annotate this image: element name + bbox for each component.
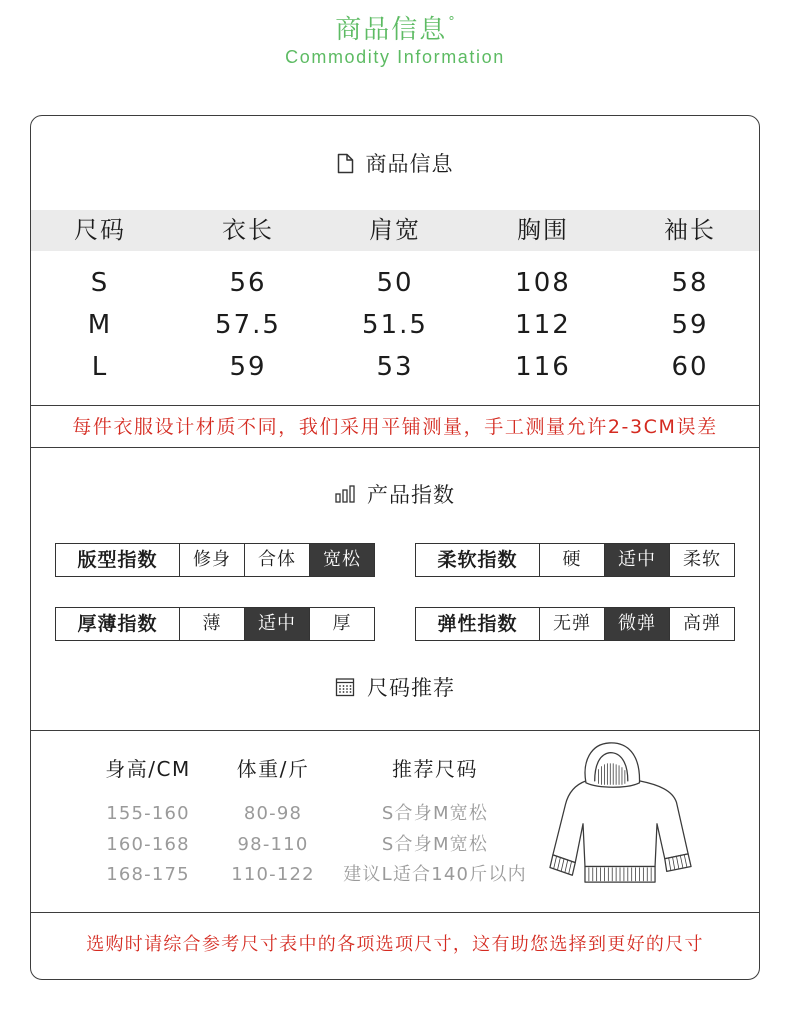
product-index-heading	[31, 479, 759, 509]
measurement-notice: 每件衣服设计材质不同，我们采用平铺测量，手工测量允许2-3CM误差	[72, 416, 718, 438]
shoulder-cell: 50	[376, 268, 414, 298]
length-cell: 57.5	[215, 310, 281, 340]
sleeve-cell: 58	[671, 268, 709, 298]
recommended-size-cell: S合身M宽松	[381, 834, 489, 855]
size-table-header	[31, 210, 759, 251]
size-table-row	[31, 346, 759, 388]
calendar-icon	[335, 677, 355, 697]
height-cell: 160-168	[106, 834, 190, 855]
column-header-length: 衣长	[222, 216, 274, 244]
divider	[31, 730, 759, 731]
index-option: 修身	[193, 549, 231, 570]
index-option: 硬	[562, 549, 582, 570]
index-option: 微弹	[604, 608, 669, 640]
weight-cell: 98-110	[237, 834, 309, 855]
bar-chart-icon	[335, 485, 355, 503]
fit-index	[55, 543, 375, 577]
height-cell: 168-175	[106, 864, 190, 885]
shoulder-cell: 53	[376, 352, 414, 382]
document-icon	[337, 153, 354, 174]
index-option: 高弹	[669, 608, 734, 640]
column-header-shoulder: 肩宽	[369, 216, 421, 244]
product-info-card	[30, 115, 760, 980]
index-option: 适中	[244, 608, 309, 640]
product-index-title: 产品指数	[367, 483, 455, 507]
weight-cell: 80-98	[243, 803, 303, 824]
index-option: 厚	[309, 608, 374, 640]
elasticity-index	[415, 607, 735, 641]
chest-cell: 116	[515, 352, 571, 382]
size-recommendation-title: 尺码推荐	[367, 676, 455, 700]
index-label: 柔软指数	[416, 544, 540, 576]
divider	[31, 912, 759, 913]
index-label: 厚薄指数	[56, 608, 180, 640]
index-option: 无弹	[553, 613, 591, 634]
size-info-heading	[31, 148, 759, 178]
size-cell: M	[87, 310, 113, 340]
size-info-title: 商品信息	[365, 152, 454, 176]
weight-cell: 110-122	[231, 864, 315, 885]
size-recommendation-heading	[31, 672, 759, 702]
shoulder-cell: 51.5	[362, 310, 428, 340]
page-subheading: Commodity Information	[285, 47, 505, 67]
index-option: 宽松	[309, 544, 374, 576]
index-option: 柔软	[669, 544, 734, 576]
height-cell: 155-160	[106, 803, 190, 824]
column-header-sleeve: 袖长	[664, 216, 716, 244]
length-cell: 59	[229, 352, 267, 382]
size-table-row	[31, 304, 759, 346]
purchase-notice: 选购时请综合参考尺寸表中的各项选项尺寸，这有助您选择到更好的尺寸	[86, 934, 704, 955]
sleeve-cell: 59	[671, 310, 709, 340]
chest-cell: 108	[515, 268, 571, 298]
softness-index	[415, 543, 735, 577]
chest-cell: 112	[515, 310, 571, 340]
length-cell: 56	[229, 268, 267, 298]
divider	[31, 405, 759, 406]
recommended-size-cell: S合身M宽松	[381, 803, 489, 824]
size-cell: S	[90, 268, 110, 298]
index-option: 薄	[202, 613, 222, 634]
column-header-chest: 胸围	[517, 216, 569, 244]
hoodie-sketch-icon	[548, 738, 693, 888]
height-column-header: 身高/CM	[105, 757, 191, 781]
size-cell: L	[91, 352, 109, 382]
page-heading-text: 商品信息	[335, 15, 448, 45]
weight-column-header: 体重/斤	[236, 757, 310, 781]
size-table-row	[31, 262, 759, 304]
column-header-size: 尺码	[74, 216, 126, 244]
index-option: 合体	[244, 544, 309, 576]
recommended-size-column-header: 推荐尺码	[392, 757, 478, 781]
index-label: 版型指数	[56, 544, 180, 576]
divider	[31, 447, 759, 448]
index-label: 弹性指数	[416, 608, 540, 640]
recommended-size-cell: 建议L适合140斤以内	[343, 864, 527, 885]
degree-mark: °	[448, 15, 455, 30]
thickness-index	[55, 607, 375, 641]
sleeve-cell: 60	[671, 352, 709, 382]
index-option: 适中	[604, 544, 669, 576]
